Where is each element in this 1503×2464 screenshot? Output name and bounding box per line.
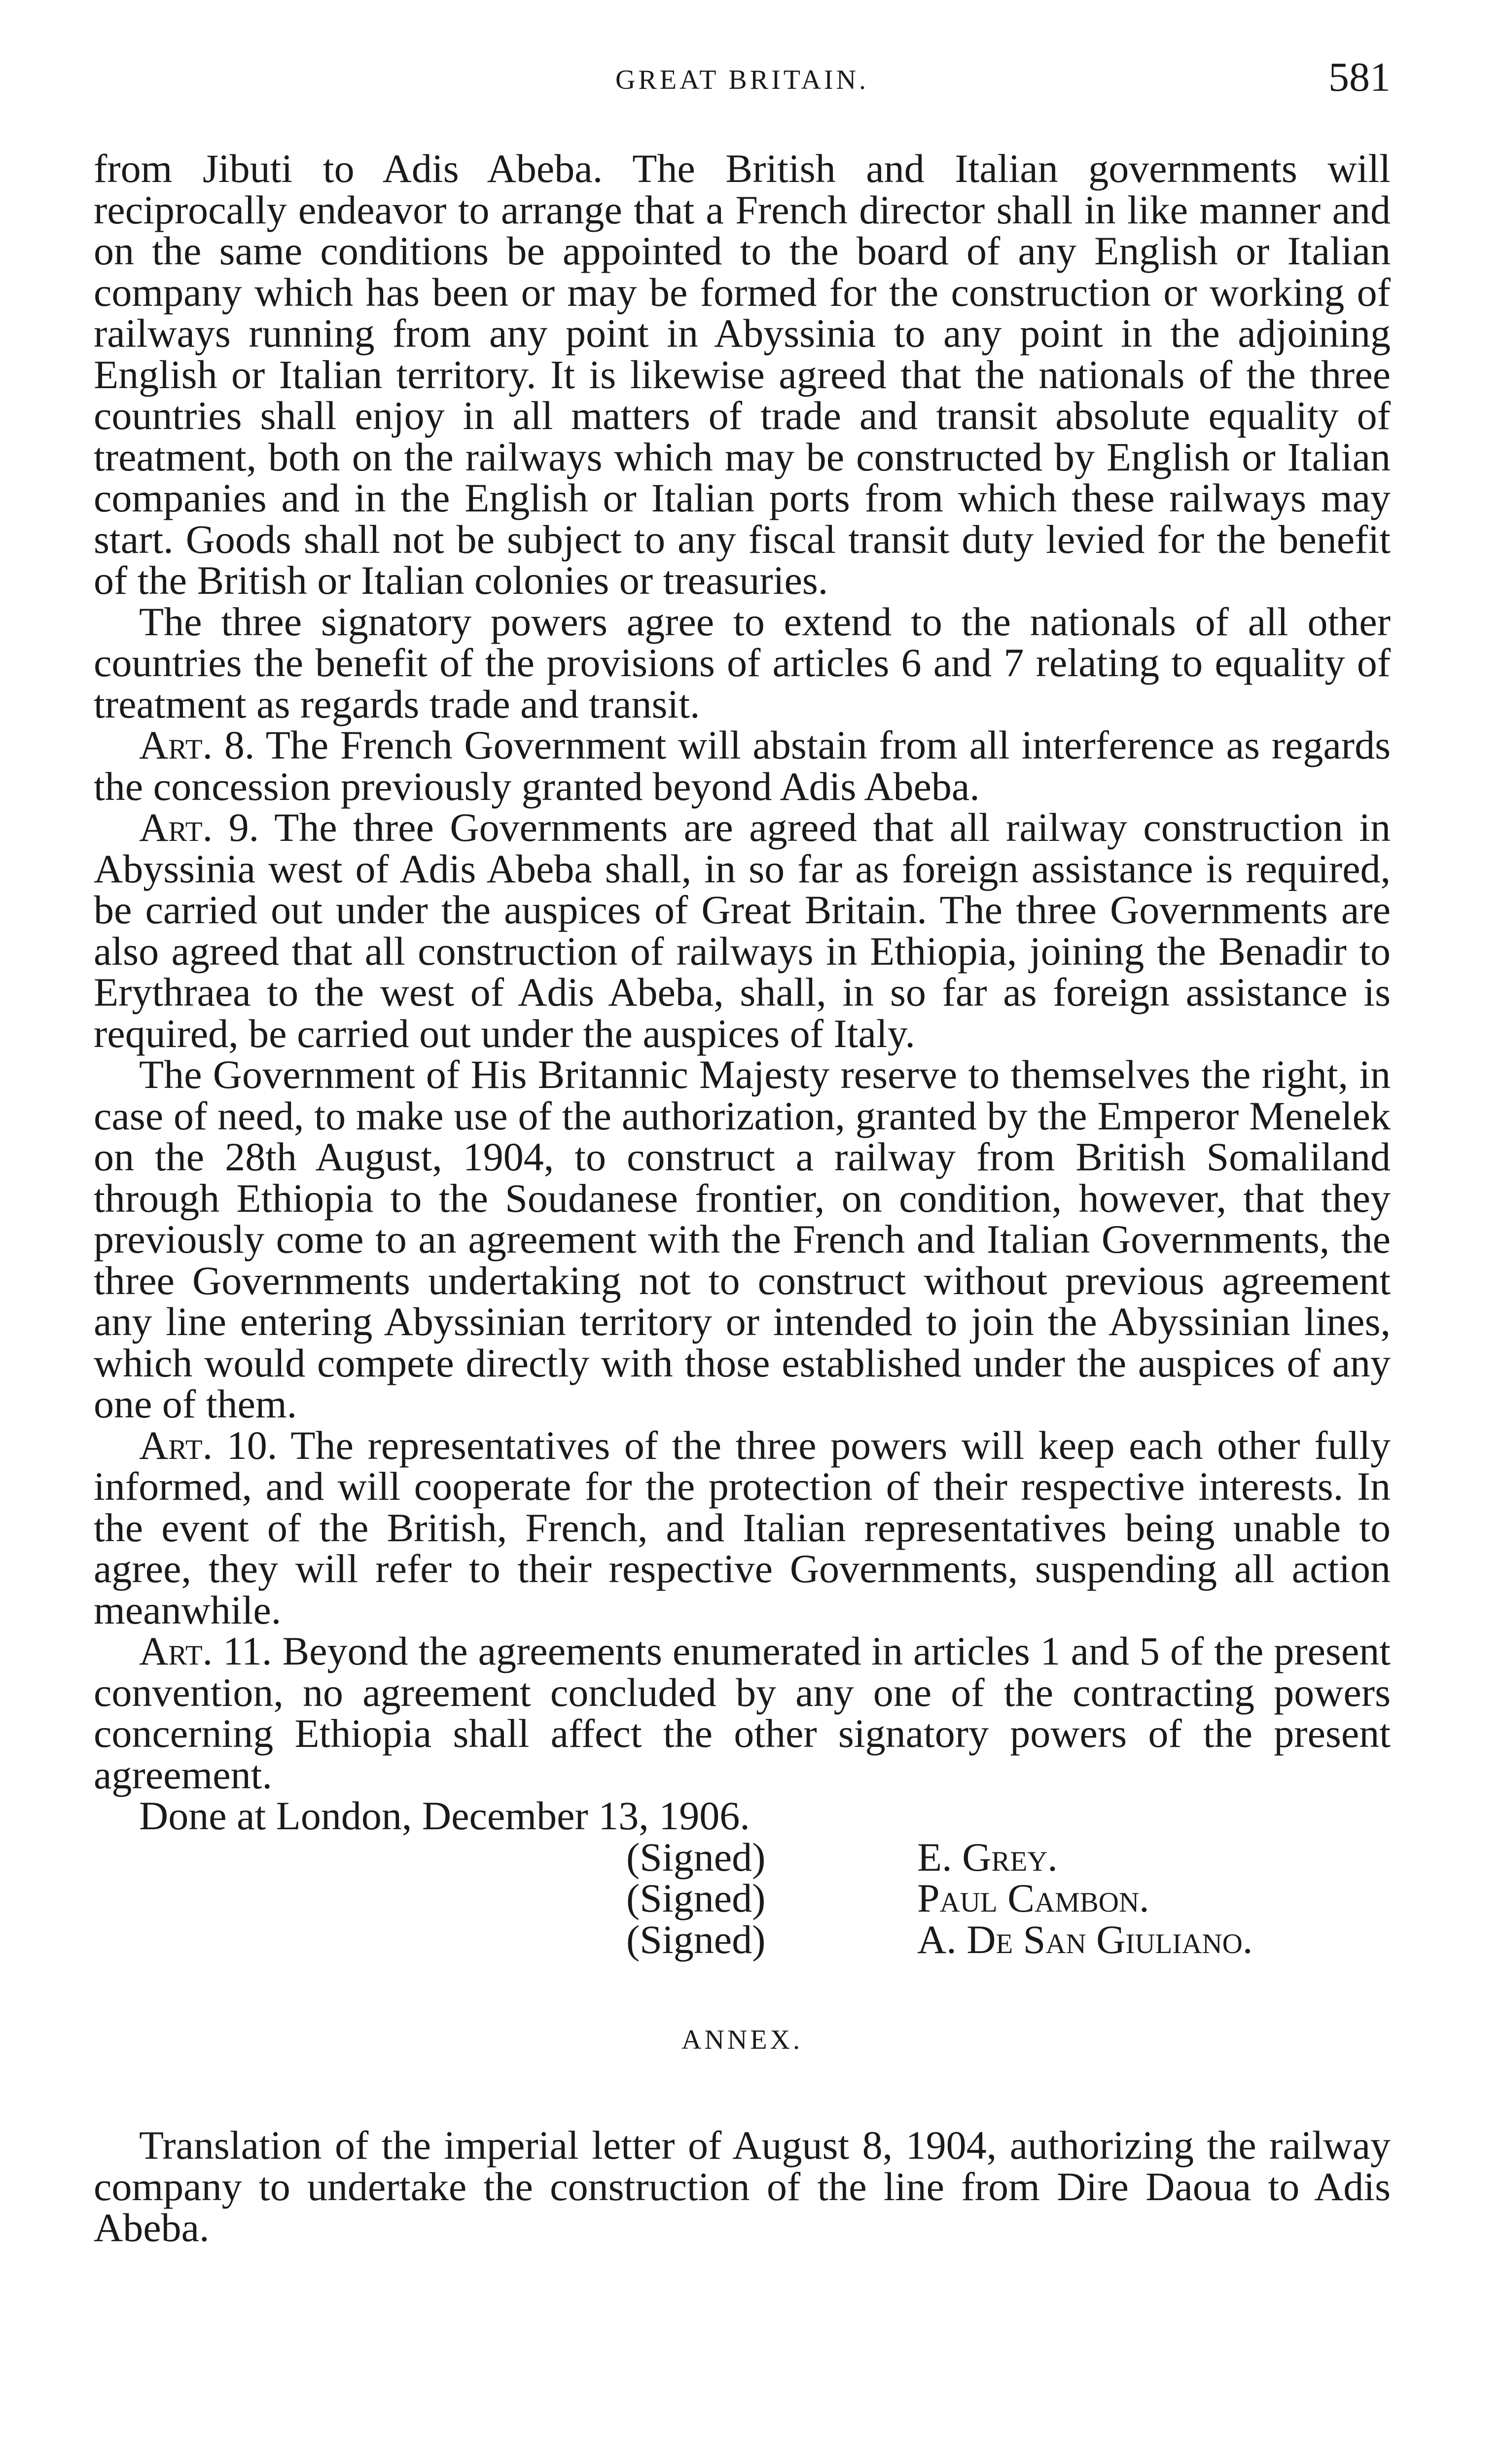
page-number: 581 <box>1328 54 1391 100</box>
paragraph: The three signatory powers agree to extend to the nationals of all other countries the benefit of the provisions of articles 6 and 7 relating to equality of treatment as regards trade and transit. <box>94 599 1391 726</box>
signature-row <box>626 1878 1391 1919</box>
article-label: Art. 11. <box>139 1629 272 1673</box>
done-at-line: Done at London, December 13, 1906. <box>139 1793 750 1838</box>
body-text <box>94 148 1391 1837</box>
article-10: Art. 10. The representatives of the three powers will keep each other fully informed, and will cooperate for the protection of their respective interests. In the event of the British, French, and Italian representatives being unable to agree, they will refer to their respective Governments, suspending all action meanwhile. <box>94 1422 1391 1632</box>
annex-title: ANNEX. <box>681 2025 803 2055</box>
signature-row <box>626 1919 1391 1960</box>
signed-label: (Signed) <box>626 1917 766 1962</box>
paragraph: Translation of the imperial letter of August 8, 1904, authorizing the railway company to undertake the construction of the line from Dire Daoua to Adis Abeba. <box>94 2123 1391 2250</box>
signed-label: (Signed) <box>626 1876 766 1920</box>
article-label: Art. 9. <box>139 805 259 850</box>
document-page <box>94 0 1391 2248</box>
article-11: Art. 11. Beyond the agreements enumerated in articles 1 and 5 of the present convention, no agreement concluded by any one of the contracting powers concerning Ethiopia shall affect the other signatory powers of the present agreement. <box>94 1629 1391 1797</box>
paragraph: from Jibuti to Adis Abeba. The British and Italian governments will reciprocally endeavor to arrange that a French director shall in like manner and on the same conditions be appointed to the board of any English or Italian company which has been or may be formed for the construction or working of railways running from any point in Abyssinia to any point in the adjoining English or Italian territory. It is likewise agreed that the nationals of the three countries shall enjoy in all matters of trade and transit absolute equality of treatment, both on the railways which may be constructed by English or Italian companies and in the English or Italian ports from which these railways may start. Goods shall not be subject to any fiscal transit duty levied for the benefit of the British or Italian colonies or treasuries. <box>94 146 1391 603</box>
signatory-name: Paul Cambon. <box>917 1876 1149 1920</box>
signature-row <box>626 1834 1391 1880</box>
signatory-name: A. De San Giuliano. <box>917 1917 1253 1962</box>
article-8: Art. 8. The French Government will abstain from all interference as regards the concession previously granted beyond Adis Abeba. <box>94 723 1391 809</box>
article-label: Art. 10. <box>139 1422 278 1468</box>
page-header <box>94 0 1391 148</box>
article-label: Art. 8. <box>139 723 255 767</box>
running-head: GREAT BRITAIN. <box>615 65 869 95</box>
signed-label: (Signed) <box>626 1834 766 1880</box>
annex-text <box>94 2125 1391 2248</box>
signature-block <box>626 1834 1391 1962</box>
signatory-name: E. Grey. <box>917 1834 1058 1880</box>
paragraph: The Government of His Britannic Majesty reserve to themselves the right, in case of need, to make use of the authorization, granted by the Emperor Menelek on the 28th August, 1904, to construct a railway from British Somaliland through Ethiopia to the Soudanese frontier, on condition, however, that they previously come to an agreement with the French and Italian Governments, the three Governments undertaking not to construct without previous agreement any line entering Abyssinian territory or intended to join the Abyssinian lines, which would compete directly with those established under the auspices of any one of them. <box>94 1052 1391 1426</box>
article-9: Art. 9. The three Governments are agreed that all railway construction in Abyssinia west of Adis Abeba shall, in so far as foreign assistance is required, be carried out under the auspices of Great Britain. The three Governments are also agreed that all construction of railways in Ethiopia, joining the Benadir to Erythraea to the west of Adis Abeba, shall, in so far as foreign assistance is required, be carried out under the auspices of Italy. <box>94 805 1391 1056</box>
